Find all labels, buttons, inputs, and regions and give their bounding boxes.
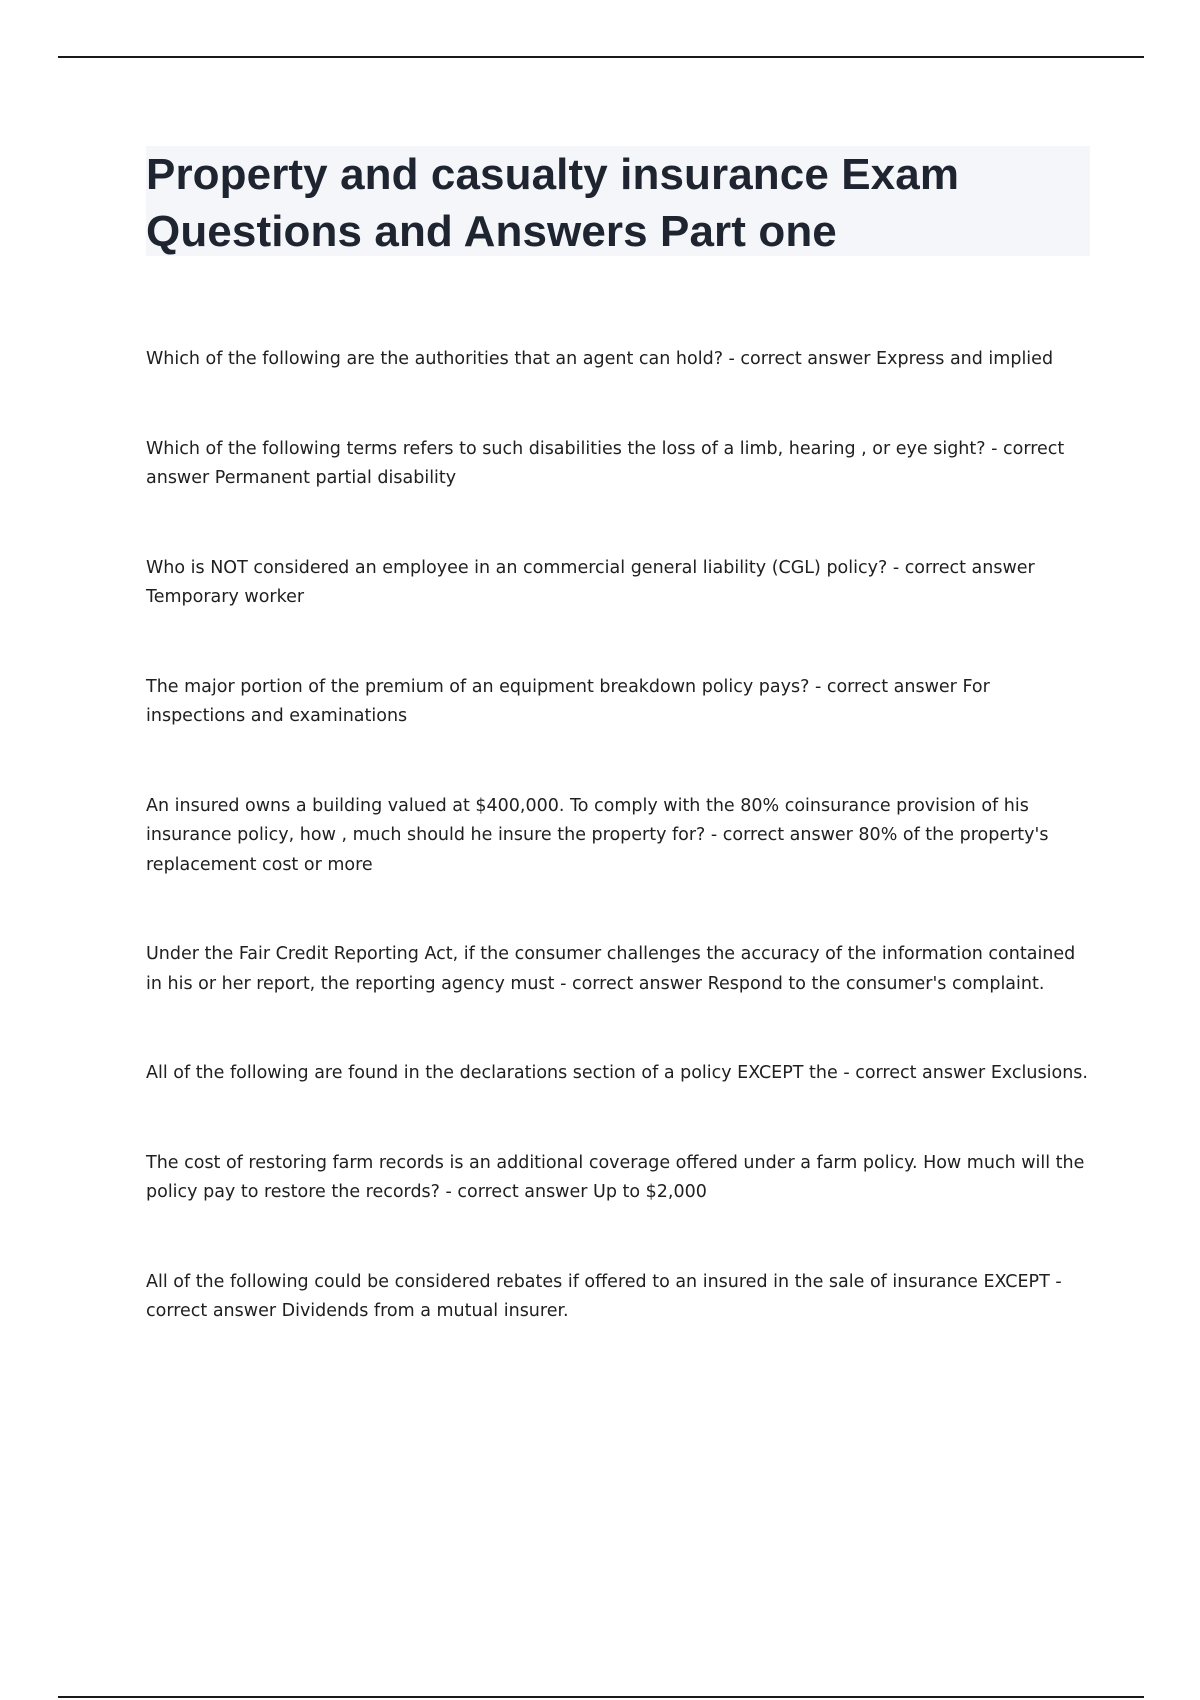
question-text: All of the following are found in the declarations section of a policy EXCEPT the — [146, 1063, 838, 1083]
qa-item — [146, 554, 1090, 613]
answer-separator: - correct answer — [146, 438, 1065, 488]
question-text: An insured owns a building valued at $400,000. To comply with the 80% coinsurance provision of his insurance policy, how , much should he insure the property for? — [146, 795, 1029, 845]
answer-text: Respond to the consumer's complaint. — [707, 973, 1045, 994]
qa-item — [146, 345, 1090, 375]
answer-separator: - correct answer — [837, 1063, 991, 1083]
answer-text: Express and implied — [876, 349, 1054, 369]
question-text: Which of the following are the authorities that an agent can hold? — [146, 349, 723, 369]
page-title: Property and casualty insurance Exam Questions and Answers Part one — [146, 150, 960, 256]
qa-item — [146, 1268, 1090, 1327]
qa-list — [146, 345, 1090, 1387]
question-text: Which of the following terms refers to such disabilities the loss of a limb, hearing , or eye sight? — [146, 438, 986, 459]
top-rule — [58, 56, 1144, 58]
question-text: All of the following could be considered rebates if offered to an insured in the sale of insurance EXCEPT — [146, 1271, 1050, 1292]
answer-separator: - correct answer — [146, 1271, 1062, 1321]
title-banner — [146, 146, 1090, 256]
answer-text: Exclusions. — [990, 1063, 1088, 1083]
answer-separator: - correct answer — [809, 676, 963, 697]
qa-item — [146, 435, 1090, 494]
bottom-rule — [58, 1696, 1144, 1698]
answer-separator: - correct answer — [554, 973, 708, 994]
qa-item — [146, 1149, 1090, 1208]
answer-text: Up to $2,000 — [593, 1182, 707, 1202]
qa-item — [146, 940, 1090, 999]
answer-text: For inspections and examinations — [146, 676, 990, 726]
answer-text: Temporary worker — [146, 587, 305, 607]
answer-separator: - correct answer — [887, 557, 1035, 578]
answer-text: Permanent partial disability — [214, 468, 457, 488]
answer-text: Dividends from a mutual insurer. — [281, 1301, 569, 1321]
answer-separator: - correct answer — [705, 825, 859, 845]
qa-item — [146, 673, 1090, 732]
qa-item — [146, 1059, 1090, 1089]
question-text: The cost of restoring farm records is an additional coverage offered under a farm policy. How much will the policy pay to restore the records? — [146, 1152, 1085, 1202]
question-text: Under the Fair Credit Reporting Act, if the consumer challenges the accuracy of the information contained in his or her report, the reporting agency must — [146, 944, 1076, 994]
question-text: Who is NOT considered an employee in an commercial general liability (CGL) policy? — [146, 557, 888, 578]
qa-item — [146, 792, 1090, 881]
answer-separator: - correct answer — [439, 1182, 594, 1202]
answer-text: 80% of the property's replacement cost or more — [146, 825, 1049, 875]
answer-separator: - correct answer — [722, 349, 877, 369]
question-text: The major portion of the premium of an equipment breakdown policy pays? — [146, 676, 810, 697]
